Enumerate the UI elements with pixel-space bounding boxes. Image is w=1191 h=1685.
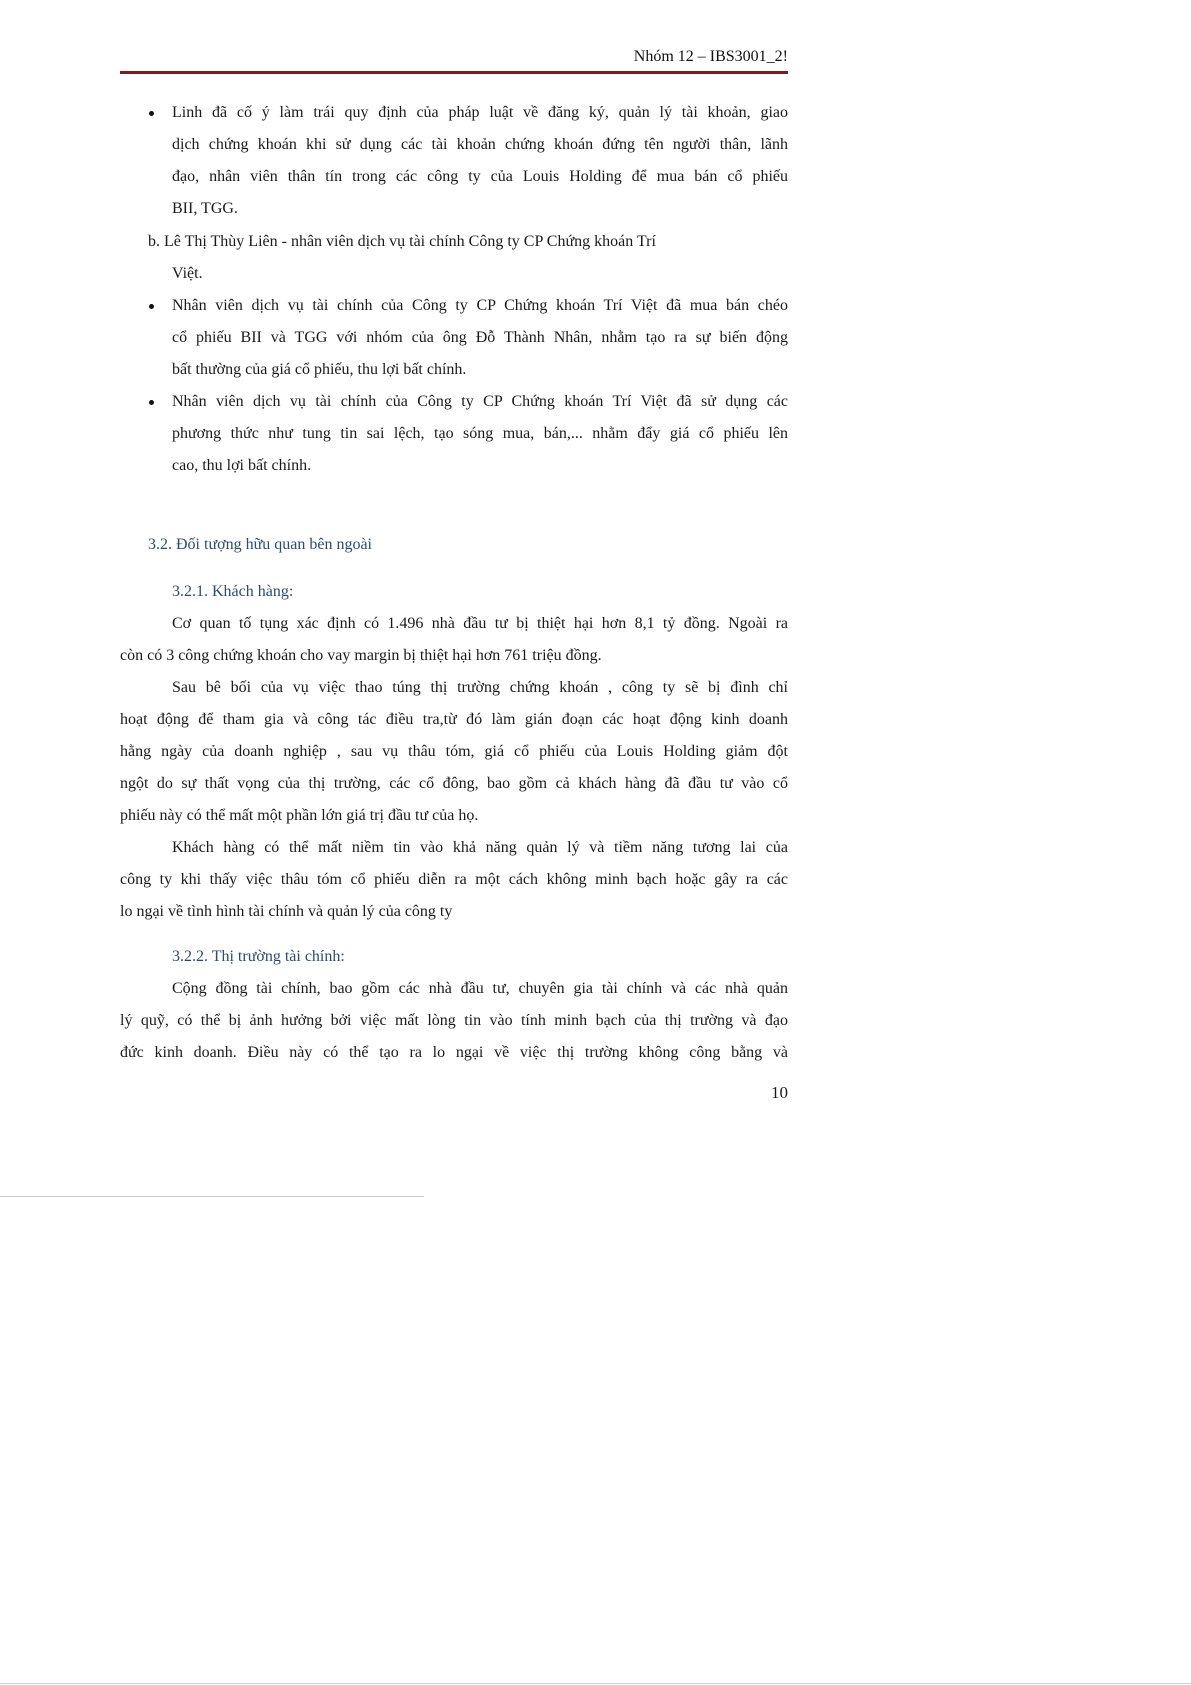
body-line: Nhân viên dịch vụ tài chính của Công ty CP Chứng khoán Trí Việt đã mua bán chéo — [172, 297, 788, 314]
body-line: Nhân viên dịch vụ tài chính của Công ty CP Chứng khoán Trí Việt đã sử dụng các — [172, 393, 788, 410]
body-line: Việt. — [172, 265, 203, 282]
subsection-heading: 3.2.2. Thị trường tài chính: — [172, 948, 345, 965]
header-rule — [120, 71, 788, 74]
body-line: ngột do sự thất vọng của thị trường, các cổ đông, bao gồm cả khách hàng đã đầu tư vào cổ — [120, 775, 788, 792]
body-line: đạo, nhân viên thân tín trong các công ty của Louis Holding để mua bán cổ phiếu — [172, 168, 788, 185]
body-line: lo ngại về tình hình tài chính và quản lý của công ty — [120, 903, 453, 920]
body-line: lý quỹ, có thể bị ảnh hưởng bởi việc mất lòng tin vào tính minh bạch của thị trường và đạo — [120, 1012, 788, 1029]
body-line: Khách hàng có thể mất niềm tin vào khả năng quản lý và tiềm năng tương lai của — [172, 839, 788, 856]
header-text: Nhóm 12 – IBS3001_2! — [633, 48, 788, 65]
body-line: công ty khi thấy việc thâu tóm cổ phiếu diễn ra một cách không minh bạch hoặc gây ra các — [120, 871, 788, 888]
body-line: Cộng đồng tài chính, bao gồm các nhà đầu tư, chuyên gia tài chính và các nhà quản — [172, 980, 788, 997]
body-line: hằng ngày của doanh nghiệp , sau vụ thâu tóm, giá cổ phiếu của Louis Holding giảm đột — [120, 743, 788, 760]
body-line: dịch chứng khoán khi sử dụng các tài khoản chứng khoán đứng tên người thân, lãnh — [172, 136, 788, 153]
body-line: cổ phiếu BII và TGG với nhóm của ông Đỗ Thành Nhân, nhằm tạo ra sự biến động — [172, 329, 788, 346]
body-line: Sau bê bối của vụ việc thao túng thị trường chứng khoán , công ty sẽ bị đình chỉ — [172, 679, 788, 696]
body-line: Cơ quan tố tụng xác định có 1.496 nhà đầu tư bị thiệt hại hơn 8,1 tỷ đồng. Ngoài ra — [172, 615, 788, 632]
body-line: bất thường của giá cổ phiếu, thu lợi bất chính. — [172, 361, 467, 378]
body-line: đức kinh doanh. Điều này có thể tạo ra lo ngại về việc thị trường không công bằng và — [120, 1044, 788, 1061]
body-line: phiếu này có thể mất một phần lớn giá trị đầu tư của họ. — [120, 807, 479, 824]
bullet-dot — [149, 304, 154, 309]
body-line: phương thức như tung tin sai lệch, tạo sóng mua, bán,... nhằm đẩy giá cổ phiếu lên — [172, 425, 788, 442]
list-item-b: b. Lê Thị Thùy Liên - nhân viên dịch vụ tài chính Công ty CP Chứng khoán Trí — [148, 233, 656, 250]
footnote-rule — [0, 1196, 424, 1197]
bullet-dot — [149, 400, 154, 405]
section-heading: 3.2. Đối tượng hữu quan bên ngoài — [148, 536, 372, 553]
body-line: Linh đã cố ý làm trái quy định của pháp luật về đăng ký, quản lý tài khoản, giao — [172, 104, 788, 121]
page-bottom-edge — [0, 1683, 1191, 1684]
body-line: BII, TGG. — [172, 200, 238, 217]
subsection-heading: 3.2.1. Khách hàng: — [172, 583, 294, 600]
page-number: 10 — [771, 1083, 788, 1102]
body-line: cao, thu lợi bất chính. — [172, 457, 312, 474]
body-line: còn có 3 công chứng khoán cho vay margin bị thiệt hại hơn 761 triệu đồng. — [120, 647, 602, 664]
bullet-dot — [149, 111, 154, 116]
body-line: hoạt động để tham gia và công tác điều tra,từ đó làm gián đoạn các hoạt động kinh doanh — [120, 711, 788, 728]
